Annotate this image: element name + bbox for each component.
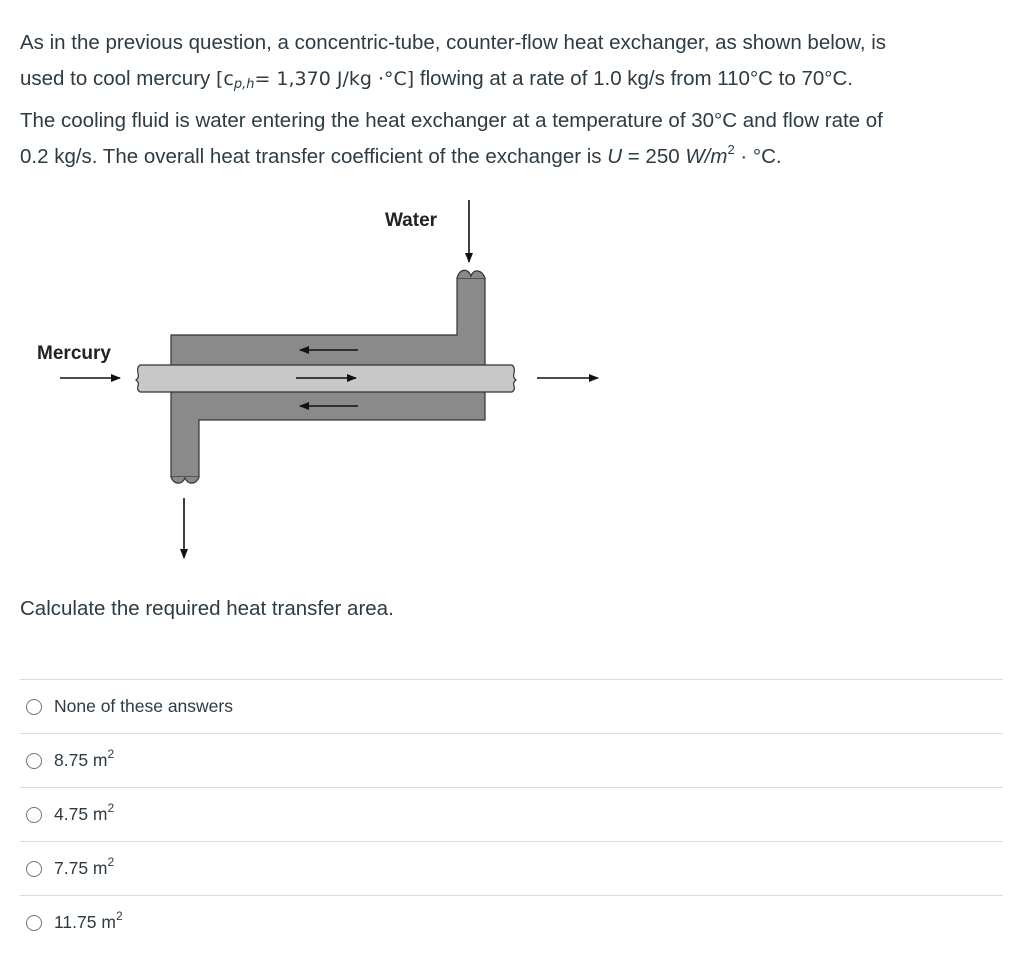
answer-option-8-75[interactable] [20, 734, 1003, 788]
cp-value: = 1,370 J/kg ·°C] [254, 68, 415, 90]
heat-exchanger-diagram [0, 180, 1024, 580]
radio-button[interactable] [26, 915, 42, 931]
answer-label-text: 8.75 m [54, 750, 108, 770]
question-line-1-text: As in the previous question, a concentric-tube, counter-flow heat exchanger, as shown below, is [20, 31, 887, 54]
answer-label-text: None of these answers [54, 696, 233, 716]
answer-option-none[interactable] [20, 680, 1003, 734]
question-line-2-text-a: used to cool mercury [20, 67, 211, 90]
answer-label-power: 2 [107, 747, 115, 761]
radio-button[interactable] [26, 861, 42, 877]
radio-button[interactable] [26, 753, 42, 769]
answer-option-11-75[interactable] [20, 896, 1003, 949]
specific-heat-expression [216, 68, 414, 90]
answer-label-text: 4.75 m [54, 804, 108, 824]
answer-label-power: 2 [107, 801, 115, 815]
radio-button[interactable] [26, 807, 42, 823]
question-line-4-text-a: 0.2 kg/s. The overall heat transfer coefficient of the exchanger is [20, 145, 608, 168]
question-line-1 [20, 26, 1005, 60]
answer-label-text: 7.75 m [54, 858, 108, 878]
question-line-2 [20, 62, 1005, 102]
u-unit-power: 2 [727, 142, 735, 157]
mercury-label: Mercury [37, 343, 111, 364]
answer-option-4-75[interactable] [20, 788, 1003, 842]
water-inlet-break [457, 270, 485, 278]
answer-label [54, 747, 115, 771]
cp-subscript: p,h [233, 77, 255, 92]
question-line-4-text-c: · °C. [734, 145, 782, 168]
question-line-3-text: The cooling fluid is water entering the heat exchanger at a temperature of 30°C and flow rate of [20, 109, 883, 132]
cp-open: [c [215, 68, 234, 90]
u-unit: W/m [685, 145, 728, 168]
answer-label [54, 801, 115, 825]
radio-button[interactable] [26, 699, 42, 715]
question-line-3 [20, 104, 1005, 138]
question-text [20, 26, 1005, 176]
answer-label-power: 2 [115, 909, 123, 923]
question-line-2-text-b: flowing at a rate of 1.0 kg/s from 110°C to 70°C. [414, 67, 853, 90]
answer-list [20, 679, 1003, 949]
question-line-4 [20, 140, 1005, 174]
water-outlet-break [171, 477, 199, 483]
answer-label-power: 2 [107, 855, 115, 869]
answer-option-7-75[interactable] [20, 842, 1003, 896]
question-prompt: Calculate the required heat transfer area. [20, 597, 394, 620]
water-label: Water [384, 210, 438, 231]
answer-label-text: 11.75 m [54, 912, 116, 932]
question-line-4-text-b: = 250 [622, 145, 686, 168]
answer-label [54, 855, 115, 879]
u-symbol: U [607, 145, 623, 168]
answer-label [54, 696, 233, 717]
answer-label [54, 909, 123, 933]
